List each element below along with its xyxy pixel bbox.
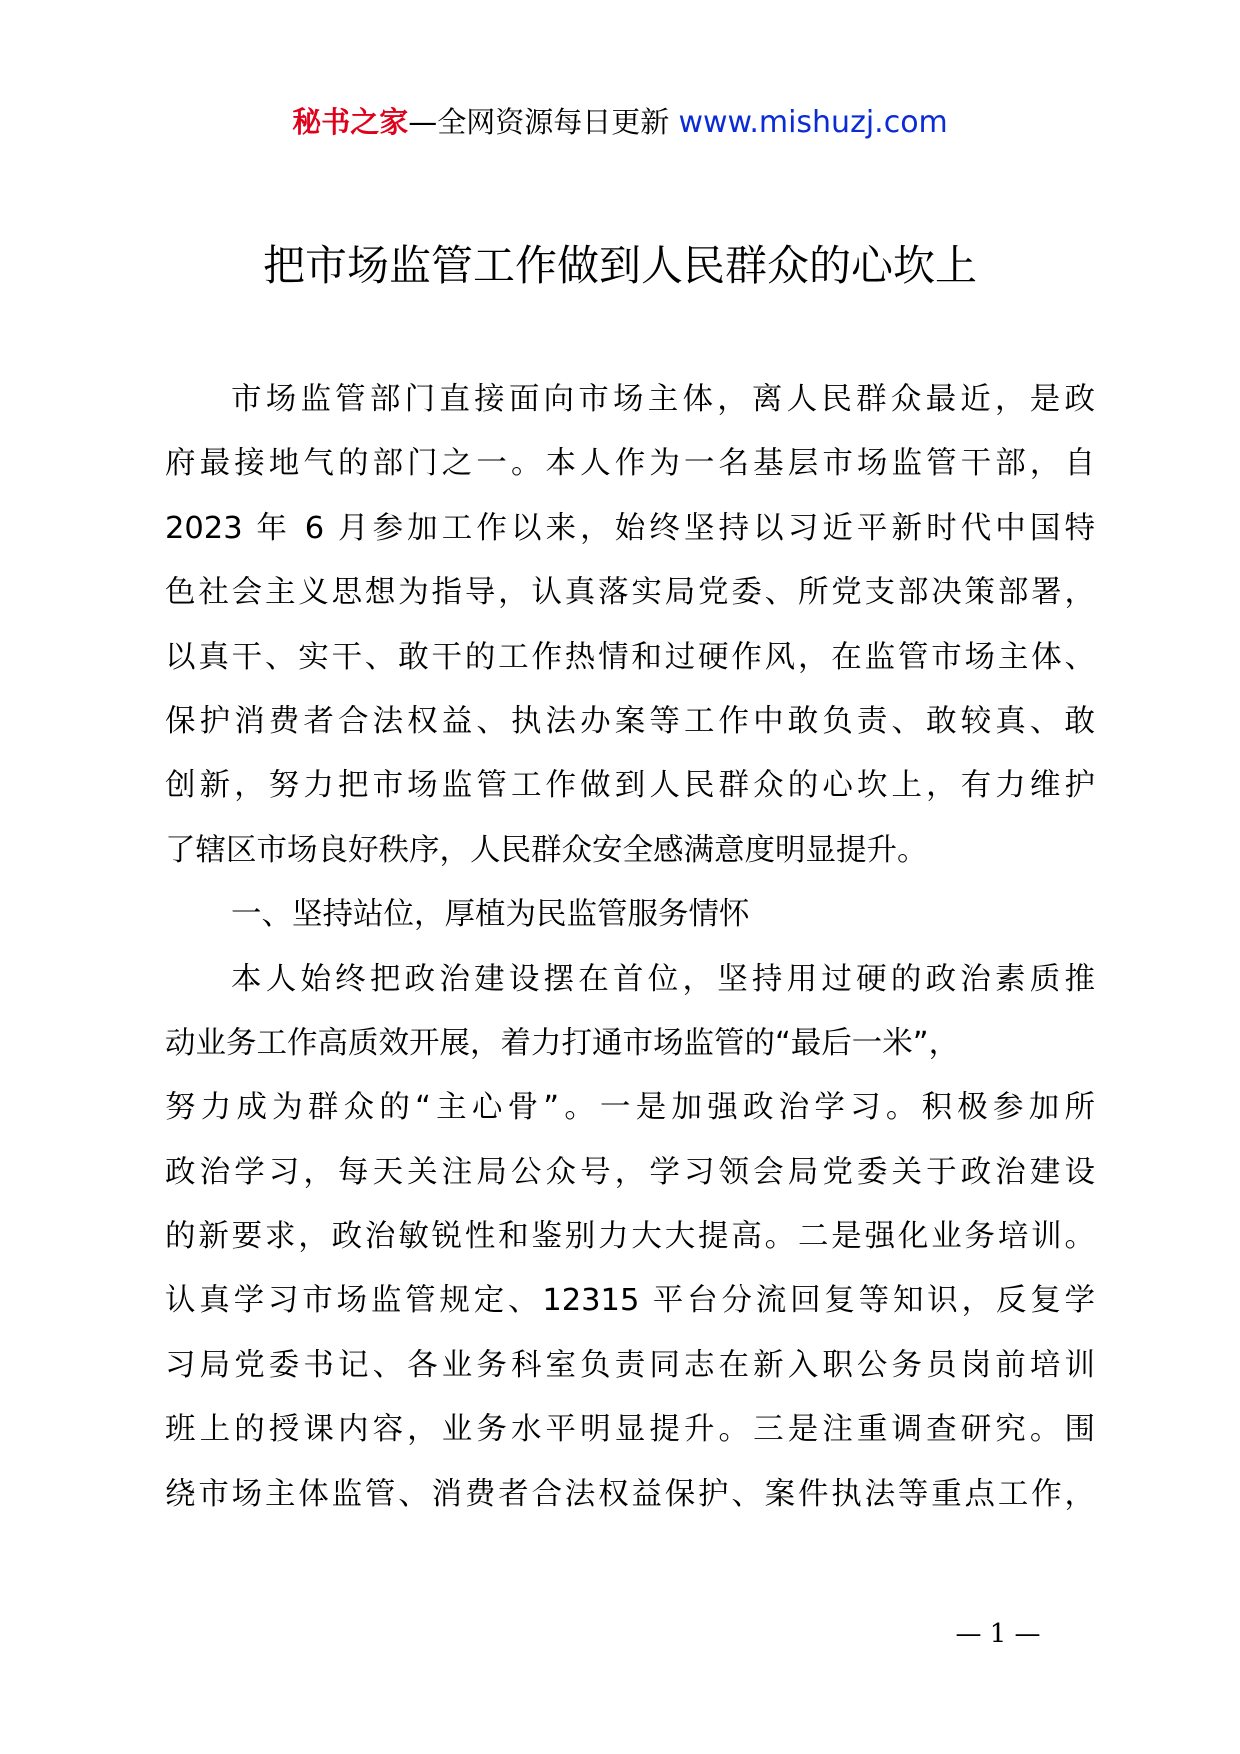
paragraph-line: 动业务工作高质效开展，着力打通市场监管的“最后一米”， <box>165 1025 960 1061</box>
paragraph-line: 市场监管部门直接面向市场主体，离人民群众最近，是政 <box>231 382 1095 417</box>
section-heading: 一、坚持站位，厚植为民监管服务情怀 <box>231 897 750 933</box>
paragraph-line: 认真学习市场监管规定、12315 平台分流回复等知识，反复学 <box>165 1283 1095 1319</box>
paragraph-line: 的新要求，政治敏锐性和鉴别力大大提高。二是强化业务培训。 <box>165 1219 1095 1255</box>
site-url-link[interactable]: www.mishuzj.com <box>678 105 948 140</box>
paragraph-line: 绕市场主体监管、消费者合法权益保护、案件执法等重点工作， <box>165 1476 1095 1512</box>
document-body <box>165 368 1095 1527</box>
paragraph-line: 府最接地气的部门之一。本人作为一名基层市场监管干部，自 <box>165 446 1095 482</box>
paragraph-line: 创新，努力把市场监管工作做到人民群众的心坎上，有力维护 <box>165 768 1095 804</box>
page-number: — 1 — <box>955 1619 1041 1649</box>
brand-name: 秘书之家 <box>292 105 409 139</box>
paragraph-line: 班上的授课内容，业务水平明显提升。三是注重调查研究。围 <box>165 1412 1095 1448</box>
paragraph-line: 2023 年 6 月参加工作以来，始终坚持以习近平新时代中国特 <box>165 510 1095 546</box>
paragraph-line: 保护消费者合法权益、执法办案等工作中敢负责、敢较真、敢 <box>165 703 1095 739</box>
paragraph-line: 本人始终把政治建设摆在首位，坚持用过硬的政治素质推 <box>231 961 1095 997</box>
paragraph-line: 以真干、实干、敢干的工作热情和过硬作风，在监管市场主体、 <box>165 639 1095 675</box>
paragraph-line: 政治学习，每天关注局公众号，学习领会局党委关于政治建设 <box>165 1154 1095 1190</box>
banner-slogan: —全网资源每日更新 <box>408 105 679 139</box>
site-banner <box>0 102 1240 143</box>
paragraph-line: 习局党委书记、各业务科室负责同志在新入职公务员岗前培训 <box>165 1347 1095 1383</box>
paragraph-line: 色社会主义思想为指导，认真落实局党委、所党支部决策部署， <box>165 575 1095 611</box>
paragraph-line: 努力成为群众的“主心骨”。一是加强政治学习。积极参加所 <box>165 1090 1095 1126</box>
document-title: 把市场监管工作做到人民群众的心坎上 <box>262 241 977 290</box>
paragraph-line: 了辖区市场良好秩序，人民群众安全感满意度明显提升。 <box>165 832 928 868</box>
